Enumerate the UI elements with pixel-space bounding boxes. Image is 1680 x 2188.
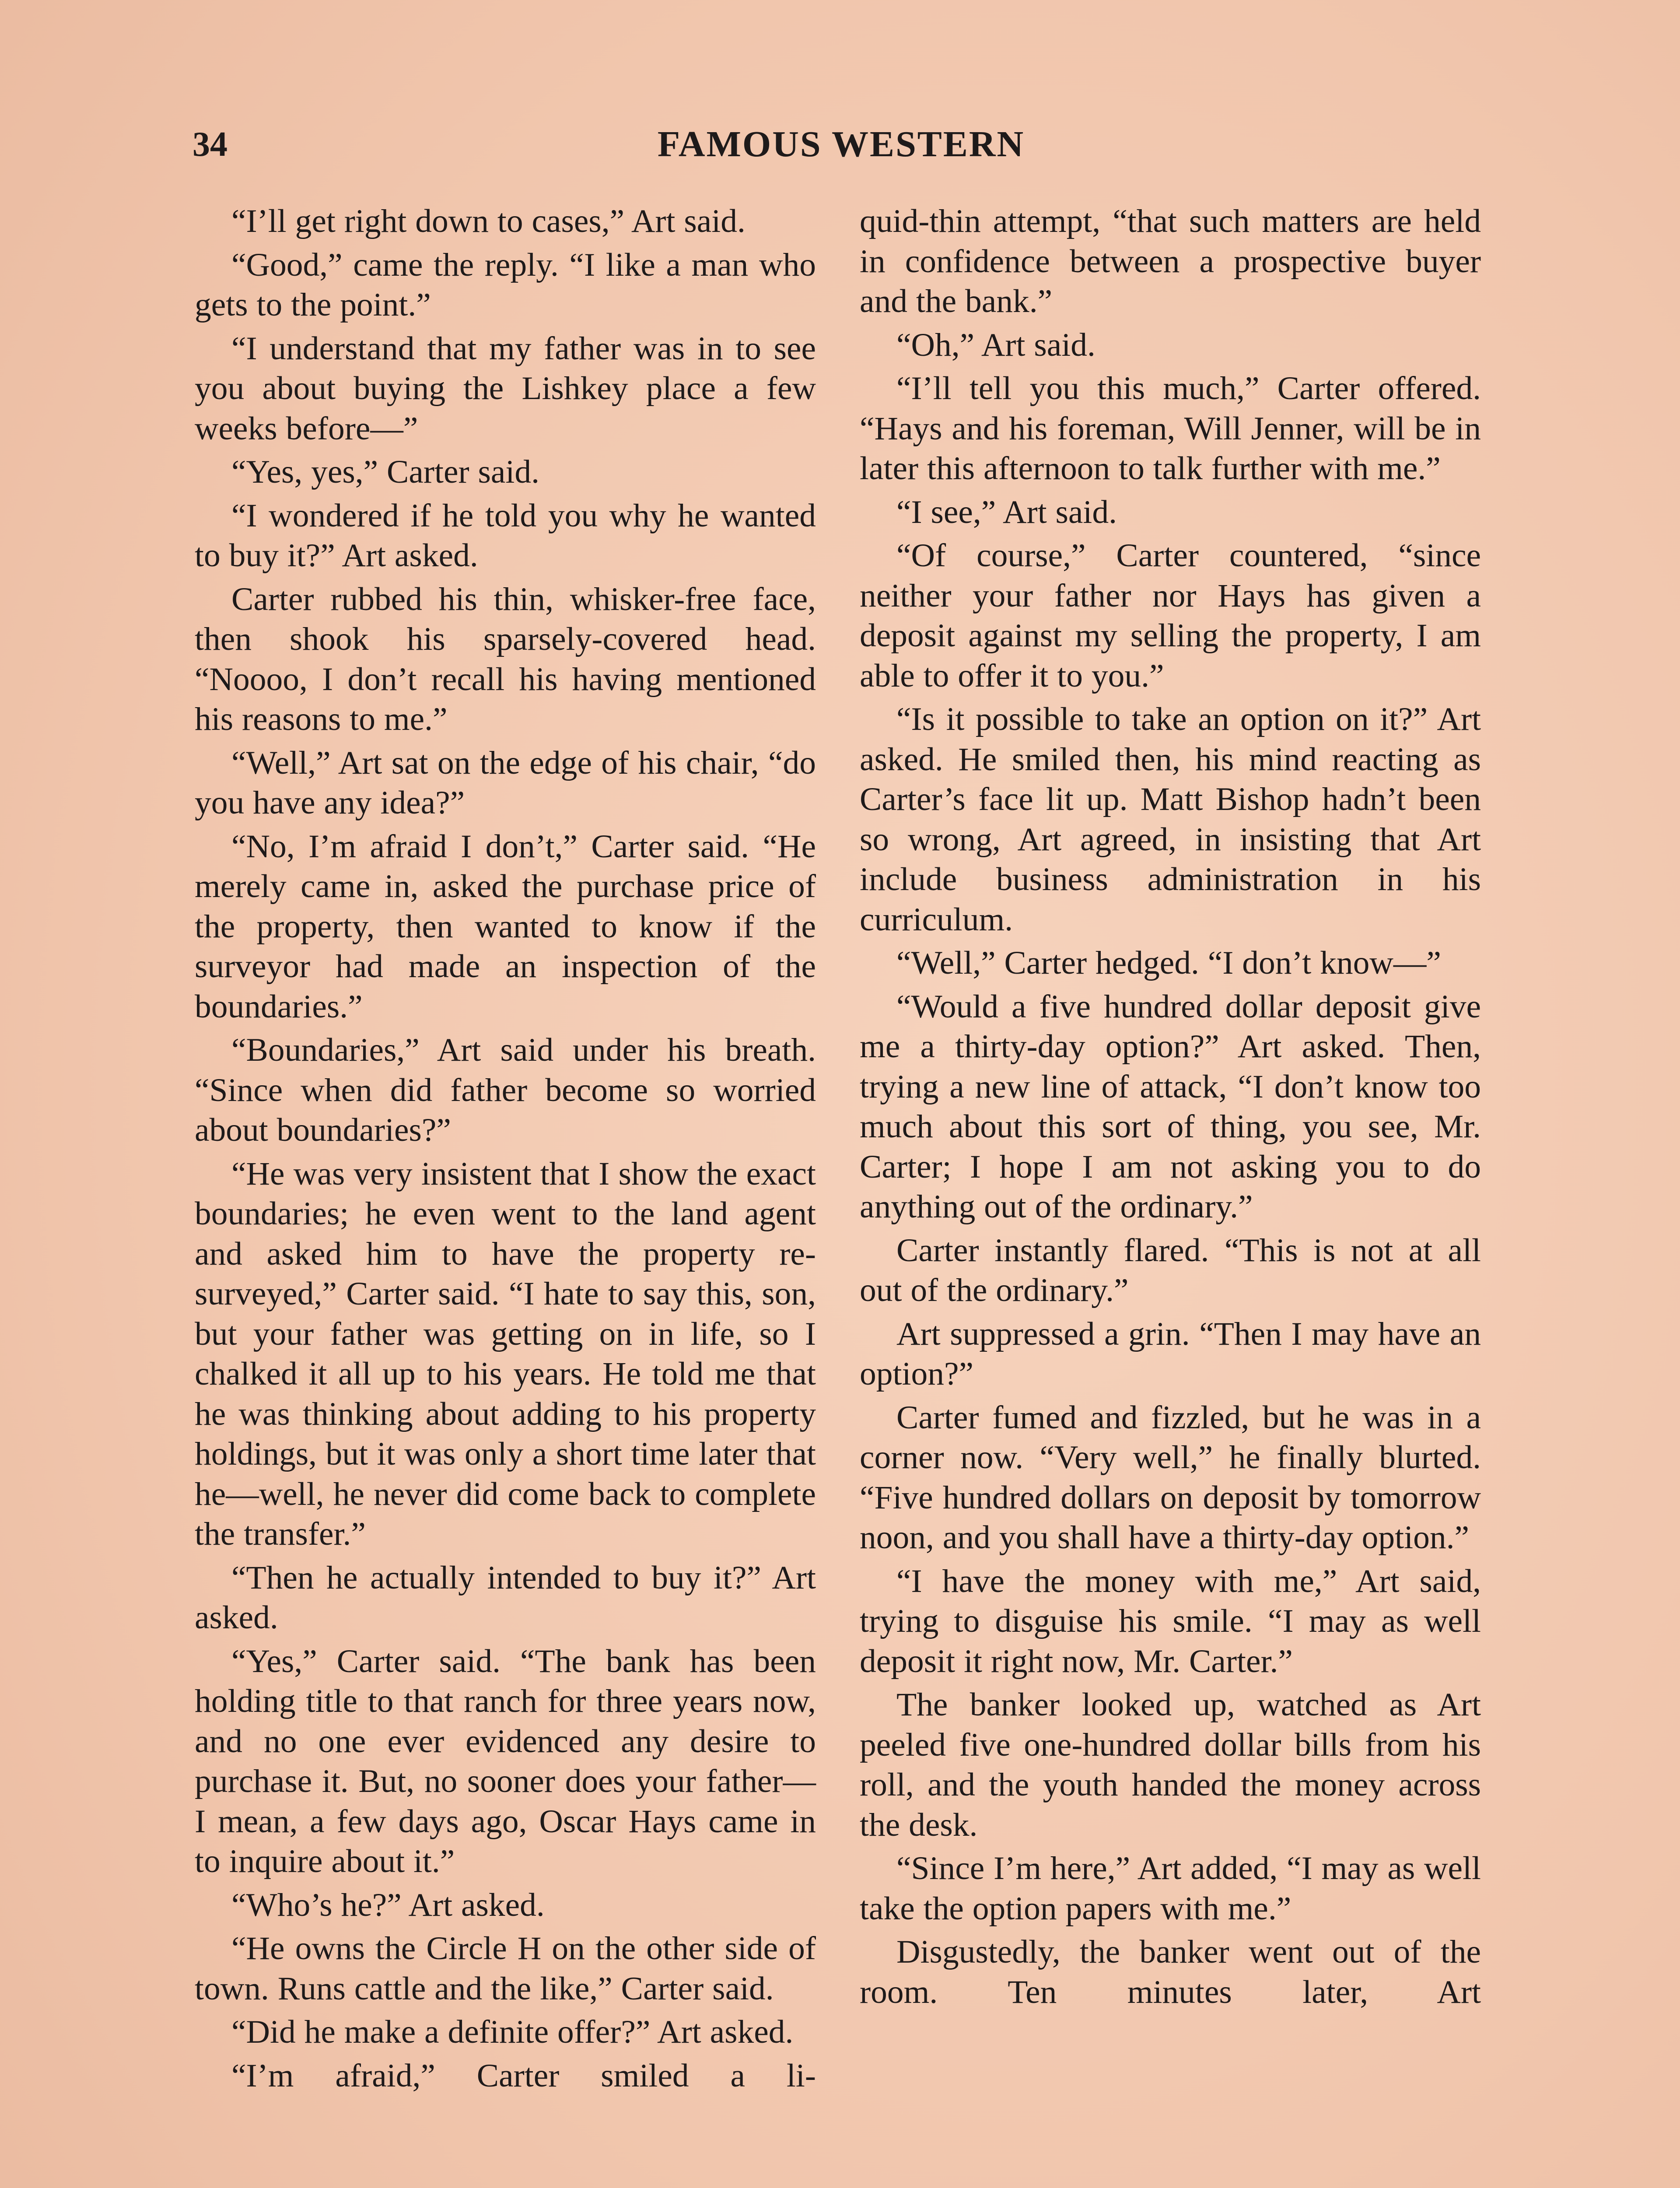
paragraph: “I have the money with me,” Art said, trying to disguise his smile. “I may as well deposit it right now, Mr. Carter.” [860, 1563, 1481, 1680]
paragraph: Art suppressed a grin. “Then I may have an option?” [860, 1315, 1481, 1392]
paragraph: quid-thin attempt, “that such matters are held in confidence between a prospective buyer and the bank.” [860, 203, 1481, 319]
paragraph: “He was very insistent that I show the exact boundaries; he even went to the land agent and asked him to have the property re-surveyed,” Carter said. “I hate to say this, son, but your father was getting on in life, so I chalked it all up to his years. He told me that he was thinking about adding to his property holdings, but it was only a short time later that he—well, he never did come back to complete the transfer.” [195, 1155, 816, 1552]
paragraph: “I see,” Art said. [896, 494, 1117, 530]
paragraph: Carter rubbed his thin, whisker-free face, then shook his sparsely-covered head. “Noooo, I don’t recall his having mentioned his reasons to me.” [195, 581, 816, 737]
paragraph: “Boundaries,” Art said under his breath. “Since when did father become so worried about boundaries?” [195, 1032, 816, 1148]
paragraph: Carter instantly flared. “This is not at all out of the ordinary.” [860, 1232, 1481, 1308]
paragraph: Disgustedly, the banker went out of the room. Ten minutes later, Art [860, 1934, 1481, 2010]
paragraph: “Of course,” Carter countered, “since neither your father nor Hays has given a deposit against my selling the property, I am able to offer it to you.” [860, 537, 1481, 694]
paragraph: “I’ll get right down to cases,” Art said. [231, 203, 746, 239]
paragraph: “Since I’m here,” Art added, “I may as well take the option papers with me.” [860, 1850, 1481, 1927]
paragraph: “I’m afraid,” Carter smiled a li- [231, 2057, 816, 2094]
paragraph: “I’ll tell you this much,” Carter offered. “Hays and his foreman, Will Jenner, will be in later this afternoon to talk further with me.” [860, 370, 1481, 487]
paragraph: “Did he make a definite offer?” Art asked. [231, 2014, 794, 2050]
running-title: FAMOUS WESTERN [657, 124, 1025, 165]
paragraph: “No, I’m afraid I don’t,” Carter said. “He merely came in, asked the purchase price of the property, then wanted to know if the surveyor had made an inspection of the boundaries.” [195, 828, 816, 1025]
paragraph: The banker looked up, watched as Art peeled five one-hundred dollar bills from his roll, and the youth handed the money across the desk. [860, 1687, 1481, 1843]
paragraph: “Well,” Carter hedged. “I don’t know—” [896, 945, 1441, 981]
paragraph: Carter fumed and fizzled, but he was in a corner now. “Very well,” he finally blurted. “Five hundred dollars on deposit by tomorrow noon, and you shall have a thirty-day option.” [860, 1399, 1481, 1556]
page-number: 34 [192, 125, 228, 164]
paragraph: “I understand that my father was in to see you about buying the Lishkey place a few weeks before—” [195, 330, 816, 447]
page-header [192, 120, 1490, 168]
paragraph: “He owns the Circle H on the other side of town. Runs cattle and the like,” Carter said. [195, 1930, 816, 2007]
paragraph: “Yes, yes,” Carter said. [231, 454, 540, 490]
paragraph: “Well,” Art sat on the edge of his chair, “do you have any idea?” [195, 744, 816, 821]
paragraph: “Who’s he?” Art asked. [231, 1886, 545, 1923]
paragraph: “I wondered if he told you why he wanted to buy it?” Art asked. [195, 497, 816, 574]
paragraph: “Oh,” Art said. [896, 326, 1096, 363]
paragraph: “Is it possible to take an option on it?” Art asked. He smiled then, his mind reacting as Carter’s face lit up. Matt Bishop hadn’t been so wrong, Art agreed, in insisting that Art include business administration in his curriculum. [860, 701, 1481, 938]
paragraph: “Would a five hundred dollar deposit give me a thirty-day option?” Art asked. Then, trying a new line of attack, “I don’t know too much about this sort of thing, you see, Mr. Carter; I hope I am not asking you to do anything out of the ordinary.” [860, 988, 1481, 1225]
paragraph: “Yes,” Carter said. “The bank has been holding title to that ranch for three years now, and no one ever evidenced any desire to purchase it. But, no sooner does your father— I mean, a few days ago, Oscar Hays came in to inquire about it.” [195, 1643, 816, 1879]
paragraph: “Then he actually intended to buy it?” Art asked. [195, 1559, 816, 1636]
paragraph: “Good,” came the reply. “I like a man who gets to the point.” [195, 246, 816, 323]
left-column [195, 201, 816, 2099]
right-column [860, 201, 1481, 2016]
